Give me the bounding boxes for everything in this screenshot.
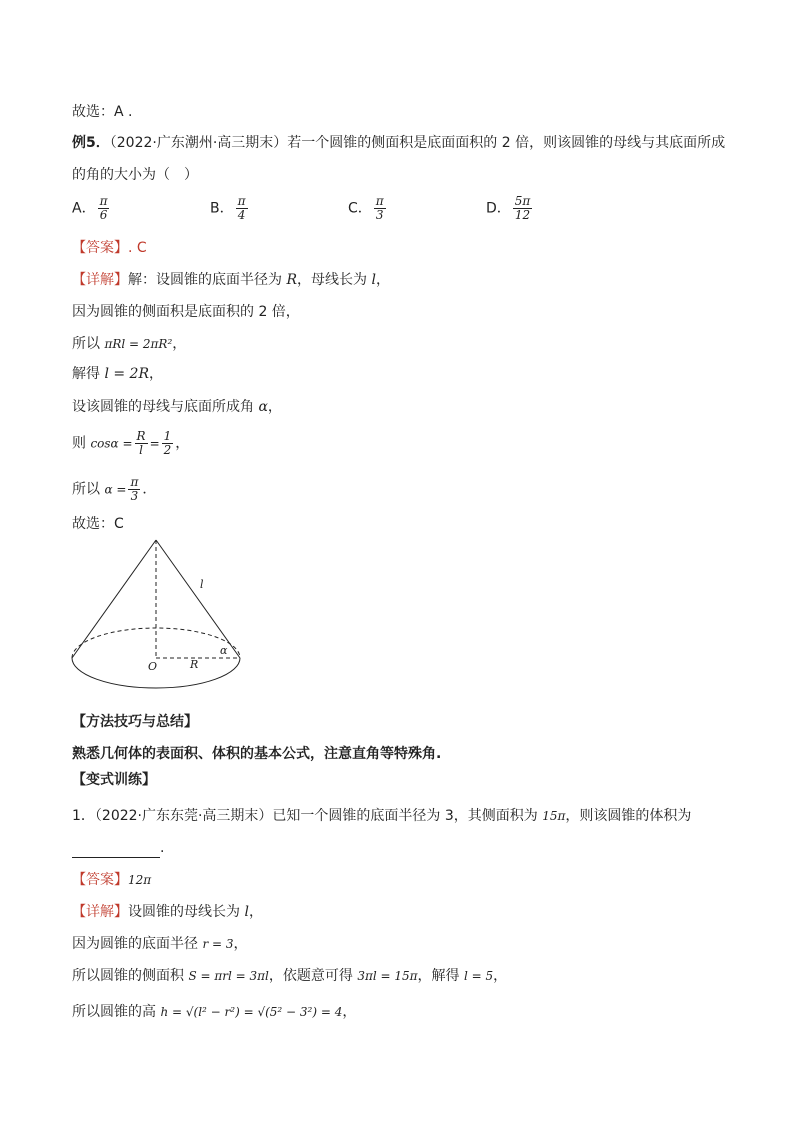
- label-r: R: [190, 658, 199, 671]
- variant-question-1: 1．（2022·广东东莞·高三期末）已知一个圆锥的底面半径为 3，其侧面积为 15π，则该圆锥的体积为: [72, 808, 692, 824]
- alpha-fraction: $\frac{\pi}{3}$: [130, 475, 139, 503]
- example5-question-line1: 例5．（2022·广东潮州·高三期末）若一个圆锥的侧面积是底面面积的 2 倍，则该圆锥的母线与其底面所成: [72, 135, 726, 151]
- option-d: D． $\frac{5\pi}{12}$: [486, 194, 531, 222]
- option-a-fraction: $\frac{\pi}{6}$: [99, 194, 108, 222]
- detail-line-7: 所以 α = $\frac{\pi}{3}$ ．: [72, 475, 157, 503]
- variant-detail-4: 所以圆锥的高 h = √(l² − r²) = √(5² − 3²) = 4，: [72, 1004, 357, 1020]
- variant-detail-label: 【详解】: [72, 904, 128, 920]
- detail-line-6: 则 cosα = $\frac{R}{l}$ = $\frac{1}{2}$ ，: [72, 429, 190, 457]
- prev-conclusion: 故选：A .: [72, 104, 133, 120]
- answer-blank[interactable]: [72, 843, 160, 858]
- label-l: l: [200, 578, 204, 591]
- example5-label: 例5．: [72, 135, 110, 151]
- detail-label: 【详解】: [72, 272, 128, 288]
- label-o: O: [148, 660, 158, 673]
- variant-detail-1: 【详解】设圆锥的母线长为 l，: [72, 904, 263, 920]
- cos-fraction-one-half: $\frac{1}{2}$: [163, 429, 172, 457]
- detail-line-4: 解得 l = 2R，: [72, 366, 164, 382]
- variant-answer-blank-line: .: [72, 838, 164, 858]
- answer-label: 【答案】: [72, 240, 128, 256]
- variant-answer-label: 【答案】: [72, 872, 128, 888]
- cone-figure: [60, 530, 260, 700]
- option-d-fraction: $\frac{5\pi}{12}$: [514, 194, 531, 222]
- method-summary: 熟悉几何体的表面积、体积的基本公式，注意直角等特殊角.: [72, 746, 442, 762]
- cone-right-slant: [156, 540, 240, 658]
- option-c: C． $\frac{\pi}{3}$: [348, 194, 384, 222]
- example5-answer: [72, 238, 147, 258]
- variant-detail-3: 所以圆锥的侧面积 S = πrl = 3πl，依题意可得 3πl = 15π，解得 l = 5，: [72, 968, 508, 984]
- option-c-fraction: $\frac{\pi}{3}$: [375, 194, 384, 222]
- label-alpha: α: [220, 644, 228, 657]
- detail-line-1: 【详解】解：设圆锥的底面半径为 R，母线长为 l，: [72, 272, 390, 288]
- variant-answer: [72, 870, 151, 890]
- method-heading: 【方法技巧与总结】: [72, 714, 198, 730]
- option-b: B． $\frac{\pi}{4}$: [210, 194, 246, 222]
- variant-answer-value: 12π: [128, 873, 152, 887]
- variant-heading: 【变式训练】: [72, 772, 156, 788]
- cos-fraction-r-over-l: $\frac{R}{l}$: [136, 429, 146, 457]
- detail-line-5: 设该圆锥的母线与底面所成角 α，: [72, 399, 282, 415]
- answer-value: . C: [128, 240, 147, 256]
- example5-conclusion: 故选：C: [72, 516, 124, 532]
- detail-line-3: 所以 πRl = 2πR²，: [72, 336, 187, 352]
- example5-question-line2: 的角的大小为（ ）: [72, 167, 198, 183]
- detail-line-2: 因为圆锥的侧面积是底面积的 2 倍，: [72, 304, 300, 320]
- option-a: A． $\frac{\pi}{6}$: [72, 194, 108, 222]
- variant-detail-2: 因为圆锥的底面半径 r = 3，: [72, 936, 248, 952]
- cone-left-slant: [72, 540, 156, 658]
- option-b-fraction: $\frac{\pi}{4}$: [237, 194, 246, 222]
